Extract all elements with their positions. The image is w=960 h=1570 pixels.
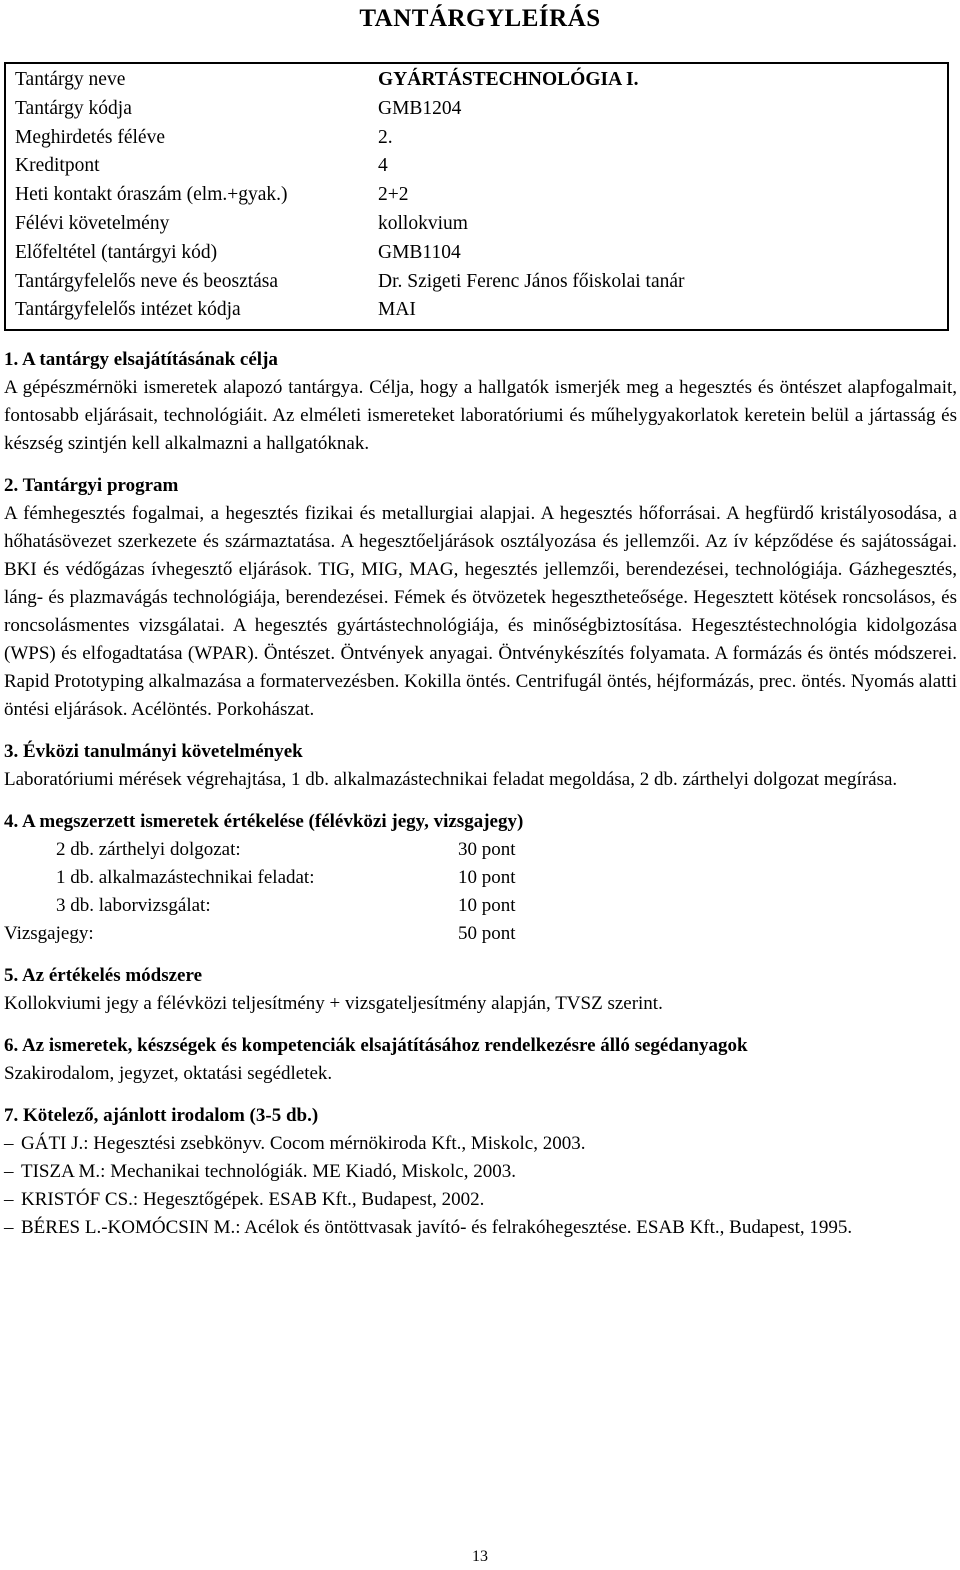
table-row xyxy=(5,63,948,95)
reference-text: GÁTI J.: Hegesztési zsebkönyv. Cocom mérnökiroda Kft., Miskolc, 2003. xyxy=(21,1133,586,1154)
info-key: Tantárgy neve xyxy=(15,69,126,90)
reference-text: KRISTÓF CS.: Hegesztőgépek. ESAB Kft., Budapest, 2002. xyxy=(21,1189,485,1210)
info-key: Félévi követelmény xyxy=(15,212,170,234)
info-key: Előfeltétel (tantárgyi kód) xyxy=(15,241,218,263)
table-row xyxy=(5,296,948,330)
reference-list xyxy=(4,1130,957,1242)
page-title: TANTÁRGYLEÍRÁS xyxy=(359,5,601,32)
info-key: Kreditpont xyxy=(15,155,100,177)
grade-points: 30 pont xyxy=(458,839,516,860)
course-info-table xyxy=(4,62,949,331)
info-value: Dr. Szigeti Ferenc János főiskolai tanár xyxy=(378,270,685,292)
course-info-body xyxy=(5,63,948,330)
section-program xyxy=(4,472,957,724)
info-value: GMB1204 xyxy=(378,97,462,119)
info-value: GYÁRTÁSTECHNOLÓGIA I. xyxy=(378,69,639,90)
section-text: Laboratóriumi mérések végrehajtása, 1 db. alkalmazástechnikai feladat megoldása, 2 db. zárthelyi dolgozat megírása. xyxy=(4,769,898,790)
section-heading: 3. Évközi tanulmányi követelmények xyxy=(4,741,303,762)
table-row xyxy=(5,239,948,268)
reference-text: BÉRES L.-KOMÓCSIN M.: Acélok és öntöttvasak javító- és felrakóhegesztése. ESAB Kft., Budapest, 1995. xyxy=(21,1217,853,1238)
section-text: A gépészmérnöki ismeretek alapozó tantárgya. Célja, hogy a hallgatók ismerjék meg a hegesztés és öntészet alapfogalmait, fontosabb eljárásait, technológiáit. Az elméleti ismereteket laboratóriumi és műhelygyakorlatok keretein belül a jártasság és készség szintjén kell alkalmazni a hallgatóknak. xyxy=(4,377,957,454)
section-text: Szakirodalom, jegyzet, oktatási segédletek. xyxy=(4,1063,333,1084)
table-row xyxy=(5,152,948,181)
section-heading: 5. Az értékelés módszere xyxy=(4,965,203,986)
dash-bullet: – xyxy=(4,1189,14,1210)
section-requirements xyxy=(4,738,957,794)
section-heading: 2. Tantárgyi program xyxy=(4,475,179,496)
section-heading: 4. A megszerzett ismeretek értékelése (félévközi jegy, vizsgajegy) xyxy=(4,811,524,832)
grade-points: 50 pont xyxy=(458,923,516,944)
section-heading: 6. Az ismeretek, készségek és kompetenciák elsajátításához rendelkezésre álló segédanyagok xyxy=(4,1035,748,1056)
info-value: GMB1104 xyxy=(378,241,461,263)
info-value: 2+2 xyxy=(378,184,409,206)
section-heading: 1. A tantárgy elsajátításának célja xyxy=(4,349,278,370)
grade-row xyxy=(4,892,957,920)
info-key: Tantárgy kódja xyxy=(15,97,132,119)
grade-row xyxy=(4,920,957,948)
table-row xyxy=(5,95,948,124)
section-method xyxy=(4,962,957,1018)
info-value: 2. xyxy=(378,126,393,148)
grade-label: 3 db. laborvizsgálat: xyxy=(56,895,211,916)
grade-points: 10 pont xyxy=(458,895,516,916)
table-row xyxy=(5,124,948,153)
table-row xyxy=(5,268,948,297)
section-evaluation xyxy=(4,808,957,948)
info-value: MAI xyxy=(378,299,416,321)
grade-row xyxy=(4,864,957,892)
section-heading: 7. Kötelező, ajánlott irodalom (3-5 db.) xyxy=(4,1105,319,1126)
grade-label: 1 db. alkalmazástechnikai feladat: xyxy=(56,867,315,888)
grade-label: Vizsgajegy: xyxy=(4,923,94,944)
reference-text: TISZA M.: Mechanikai technológiák. ME Kiadó, Miskolc, 2003. xyxy=(21,1161,516,1182)
info-value: 4 xyxy=(378,155,388,177)
list-item xyxy=(4,1158,957,1186)
info-key: Tantárgyfelelős intézet kódja xyxy=(15,299,241,321)
table-row xyxy=(5,181,948,210)
info-key: Meghirdetés féléve xyxy=(15,126,165,148)
list-item xyxy=(4,1214,957,1242)
section-text: A fémhegesztés fogalmai, a hegesztés fizikai és metallurgiai alapjai. A hegesztés hőforrásai. A hegfürdő kristályosodása, a hőhatásövezet szerkezete és származtatása. A hegesztőeljárások osztályozása és jellemzői. Az ív képződése és sajátosságai. BKI és védőgázas ívhegesztő eljárások. TIG, MIG, MAG, hegesztés jellemzői, berendezései, technológiája. Gázhegesztés, láng- és plazmavágás technológiája, berendezései. Fémek és ötvözetek hegesztheteősége. Hegesztett kötések roncsolásos, és roncsolásmentes vizsgálatai. A hegesztés gyártástechnológiája, és minőségbiztosítása. Hegesztéstechnológia kidolgozása (WPS) és elfogadtatása (WPAR). Öntészet. Öntvények anyagai. Öntvénykészítés folyamata. A formázás és öntés módszerei. Rapid Prototyping alkalmazása a formatervezésben. Kokilla öntés. Centrifugál öntés, héjformázás, prec. öntés. Nyomás alatti öntési eljárások. Acélöntés. Porkohászat. xyxy=(4,503,957,720)
list-item xyxy=(4,1130,957,1158)
section-goal xyxy=(4,346,957,458)
info-key: Heti kontakt óraszám (elm.+gyak.) xyxy=(15,184,288,206)
grade-label: 2 db. zárthelyi dolgozat: xyxy=(56,839,241,860)
section-literature xyxy=(4,1102,957,1242)
dash-bullet: – xyxy=(4,1133,14,1154)
grade-row xyxy=(4,836,957,864)
grade-points: 10 pont xyxy=(458,867,516,888)
dash-bullet: – xyxy=(4,1217,14,1238)
info-key: Tantárgyfelelős neve és beosztása xyxy=(15,270,279,292)
dash-bullet: – xyxy=(4,1161,14,1182)
table-row xyxy=(5,210,948,239)
content xyxy=(4,346,957,1256)
list-item xyxy=(4,1186,957,1214)
section-materials xyxy=(4,1032,957,1088)
info-value: kollokvium xyxy=(378,212,468,234)
section-text: Kollokviumi jegy a félévközi teljesítmény + vizsgateljesítmény alapján, TVSZ szerint. xyxy=(4,993,663,1014)
page-number: 13 xyxy=(472,1548,488,1565)
